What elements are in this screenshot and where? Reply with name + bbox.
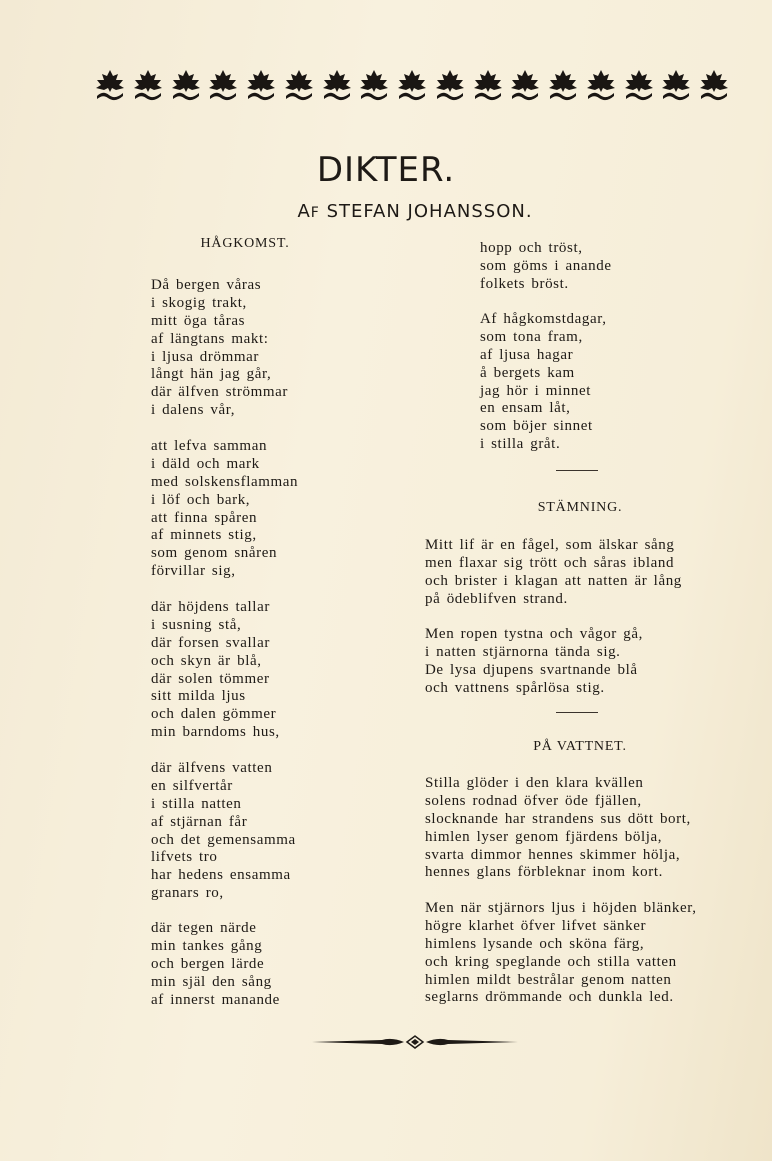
verse-line: och bergen lärde: [151, 955, 265, 972]
verse-line: Mitt lif är en fågel, som älskar sång: [425, 537, 675, 553]
verse-line: i däld och mark: [151, 455, 260, 472]
stanza: [425, 775, 691, 882]
verse-line: långt hän jag går,: [151, 366, 272, 383]
stanza: [425, 537, 682, 609]
verse-line: hennes glans förbleknar inom kort.: [425, 864, 663, 881]
verse-line: och brister i klagan att natten är lång: [425, 572, 682, 589]
maple-leaf-icon: [659, 68, 693, 102]
verse-line: har hedens ensamma: [151, 867, 291, 884]
verse-line: solens rodnad öfver öde fjällen,: [425, 792, 642, 809]
maple-leaf-icon: [697, 68, 731, 102]
verse-line: med solskensflamman: [151, 473, 299, 490]
verse-line: i ljusa drömmar: [151, 348, 259, 365]
verse-line: i susning stå,: [151, 616, 242, 633]
verse-line: men flaxar sig trött och såras ibland: [425, 554, 675, 571]
section-divider: [556, 712, 598, 713]
verse-line: himlens lysande och sköna färg,: [425, 935, 645, 952]
byline-prefix-cap: A: [297, 201, 311, 222]
maple-leaf-icon: [395, 68, 429, 102]
maple-leaf-icon: [206, 68, 240, 102]
verse-line: och det gemensamma: [151, 831, 296, 848]
maple-leaf-icon: [357, 68, 391, 102]
stanza: [151, 920, 280, 1009]
verse-line: af ljusa hagar: [480, 346, 574, 363]
verse-line: lifvets tro: [151, 849, 218, 866]
verse-line: en ensam låt,: [480, 400, 571, 417]
byline-prefix-rest: F: [310, 205, 320, 221]
verse-line: mitt öga tåras: [151, 312, 246, 329]
verse-line: De lysa djupens svartnande blå: [425, 661, 638, 678]
verse-line: himlen mildt bestrålar genom natten: [425, 971, 672, 988]
stanza: [425, 626, 643, 698]
author-byline: [0, 201, 772, 222]
poem-title-pa-vattnet: PÅ VATTNET.: [533, 739, 627, 754]
verse-line: å bergets kam: [480, 364, 575, 381]
verse-line: i löf och bark,: [151, 491, 251, 508]
verse-line: att finna spåren: [151, 509, 258, 526]
verse-line: Men ropen tystna och vågor gå,: [425, 626, 643, 642]
maple-leaf-icon: [282, 68, 316, 102]
verse-line: svarta dimmor hennes skimmer hölja,: [425, 846, 681, 863]
verse-line: jag hör i minnet: [480, 382, 591, 399]
verse-line: Af hågkomstdagar,: [480, 311, 607, 327]
verse-line: min tankes gång: [151, 937, 263, 954]
verse-line: sitt milda ljus: [151, 688, 246, 705]
verse-line: och skyn är blå,: [151, 652, 262, 669]
verse-line: som genom snåren: [151, 545, 278, 562]
verse-line: där tegen närde: [151, 920, 257, 936]
verse-line: att lefva samman: [151, 438, 268, 454]
verse-line: i skogig trakt,: [151, 294, 247, 311]
verse-line: Då bergen våras: [151, 277, 262, 293]
stanza: [480, 311, 607, 454]
verse-line: af innerst manande: [151, 991, 280, 1008]
verse-line: slocknande har strandens sus dött bort,: [425, 810, 691, 827]
maple-leaf-icon: [320, 68, 354, 102]
page-title: DIKTER.: [316, 150, 456, 190]
header-ornament-row: [93, 68, 731, 104]
section-divider: [556, 470, 598, 471]
maple-leaf-icon: [93, 68, 127, 102]
verse-line: himlen lyser genom fjärdens bölja,: [425, 828, 663, 845]
verse-line: folkets bröst.: [480, 275, 569, 292]
byline-name: STEFAN JOHANSSON.: [326, 201, 533, 222]
verse-line: där älfven strömmar: [151, 384, 289, 401]
verse-line: som böjer sinnet: [480, 418, 593, 435]
verse-line: i stilla gråt.: [480, 436, 561, 453]
verse-line: hopp och tröst,: [480, 240, 583, 256]
verse-line: och kring speglande och stilla vatten: [425, 953, 677, 970]
verse-line: i dalens vår,: [151, 402, 236, 419]
verse-line: af minnets stig,: [151, 527, 257, 544]
maple-leaf-icon: [546, 68, 580, 102]
maple-leaf-icon: [508, 68, 542, 102]
maple-leaf-icon: [471, 68, 505, 102]
verse-line: i natten stjärnorna tända sig.: [425, 643, 621, 660]
verse-line: högre klarhet öfver lifvet sänker: [425, 917, 647, 934]
stanza: [151, 277, 288, 420]
poem-title-hagkomst: HÅGKOMST.: [200, 236, 290, 251]
maple-leaf-icon: [169, 68, 203, 102]
verse-line: seglarns drömmande och dunkla led.: [425, 989, 674, 1006]
stanza: [480, 240, 612, 294]
verse-line: där forsen svallar: [151, 634, 270, 651]
verse-line: där älfvens vatten: [151, 760, 273, 776]
verse-line: förvillar sig,: [151, 563, 236, 580]
verse-line: där höjdens tallar: [151, 599, 270, 615]
verse-line: som tona fram,: [480, 328, 583, 345]
maple-leaf-icon: [433, 68, 467, 102]
stanza: [425, 900, 697, 1007]
verse-line: och dalen gömmer: [151, 706, 277, 723]
stanza: [151, 438, 298, 581]
maple-leaf-icon: [244, 68, 278, 102]
maple-leaf-icon: [131, 68, 165, 102]
verse-line: granars ro,: [151, 885, 224, 902]
verse-line: Men när stjärnors ljus i höjden blänker,: [425, 900, 697, 916]
verse-line: där solen tömmer: [151, 670, 270, 687]
maple-leaf-icon: [622, 68, 656, 102]
end-flourish-ornament: [312, 1033, 518, 1051]
verse-line: och vattnens spårlösa stig.: [425, 679, 605, 696]
verse-line: af längtans makt:: [151, 330, 269, 347]
verse-line: i stilla natten: [151, 795, 242, 812]
verse-line: som göms i anande: [480, 257, 612, 274]
poem-title-stamning: STÄMNING.: [537, 500, 623, 515]
maple-leaf-icon: [584, 68, 618, 102]
verse-line: min barndoms hus,: [151, 724, 280, 741]
verse-line: på ödeblifven strand.: [425, 590, 568, 607]
verse-line: en silfvertår: [151, 777, 233, 794]
stanza: [151, 599, 280, 742]
verse-line: af stjärnan får: [151, 813, 248, 830]
stanza: [151, 760, 296, 903]
verse-line: min själ den sång: [151, 973, 272, 990]
verse-line: Stilla glöder i den klara kvällen: [425, 775, 644, 791]
